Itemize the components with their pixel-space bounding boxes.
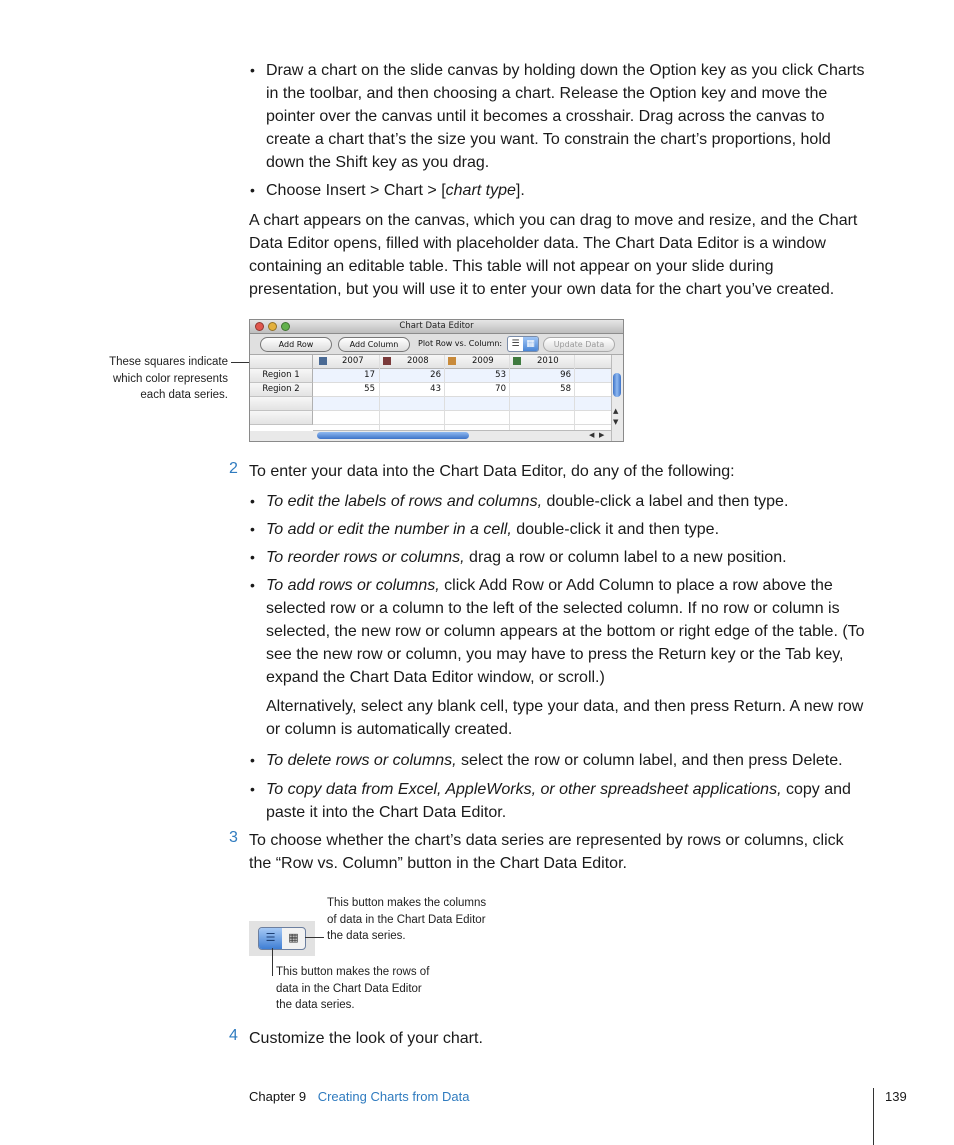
- horizontal-scroll-thumb[interactable]: [317, 432, 469, 439]
- step2-text: To enter your data into the Chart Data Editor, do any of the following:: [249, 463, 735, 480]
- columns-callout-leader: [305, 937, 324, 938]
- bullet-marker: •: [250, 549, 255, 565]
- footer-chapter: Chapter 9: [249, 1089, 307, 1104]
- vertical-scrollbar[interactable]: [611, 355, 623, 441]
- column-label[interactable]: 2008: [407, 356, 429, 366]
- bullet-marker: •: [250, 182, 255, 198]
- row-label[interactable]: Region 1: [250, 369, 313, 383]
- table-row-empty[interactable]: [313, 397, 611, 411]
- chart-type-italic: chart type: [445, 182, 516, 199]
- data-cell[interactable]: 26: [430, 370, 441, 380]
- table-row[interactable]: [313, 369, 611, 383]
- series-color-swatch: [448, 357, 456, 365]
- bullet-lead: To add rows or columns,: [266, 577, 440, 594]
- column-label[interactable]: 2007: [342, 356, 364, 366]
- step4-text: Customize the look of your chart.: [249, 1030, 483, 1047]
- bullet-marker: •: [250, 493, 255, 509]
- bullet-marker: •: [250, 752, 255, 768]
- page-number: 139: [885, 1089, 907, 1104]
- series-color-swatch: [513, 357, 521, 365]
- columns-button-callout: This button makes the columns of data in the Chart Data Editor the data series.: [327, 897, 487, 942]
- bullet-draw-chart: Draw a chart on the slide canvas by holding down the Option key as you click Charts in the toolbar, and then choosing a chart. Release the Option key and move the pointer over the canvas until it becomes a crosshair. Drag across the canvas to create a chart that’s the size you want. To constrain the chart’s proportions, hold down the Shift key as you drag.: [266, 62, 865, 171]
- chart-data-editor-window: [249, 319, 624, 442]
- data-cell[interactable]: 96: [560, 370, 571, 380]
- editor-squares-callout: These squares indicate which color represents each data series.: [109, 356, 228, 401]
- bullet-choose-insert: [266, 179, 866, 202]
- column-divider: [574, 355, 575, 431]
- table-row-empty[interactable]: [313, 411, 611, 425]
- horizontal-scrollbar[interactable]: [313, 430, 611, 441]
- row-label-empty[interactable]: [250, 397, 313, 411]
- step-number: 2: [229, 460, 238, 477]
- bullet-copy-data: [266, 778, 871, 824]
- bullet-lead: To edit the labels of rows and columns,: [266, 493, 543, 510]
- add-row-button[interactable]: Add Row: [260, 337, 332, 352]
- scroll-up-icon[interactable]: ▲: [613, 407, 619, 415]
- footer-chapter-title[interactable]: Creating Charts from Data: [317, 1089, 470, 1104]
- footer-divider: [873, 1088, 874, 1145]
- bullet-rest: click Add Row or Add Column to place a row above the selected row or a column to the left of the selected column. If no row or column is selected, the new row or column appears at the bottom or right edge of the table. (To see the new row or column, you may have to press the Return key or the Tab key, expand the Chart Data Editor window, or scroll.): [266, 577, 865, 686]
- vertical-scroll-thumb[interactable]: [613, 373, 621, 397]
- data-cell[interactable]: 58: [560, 384, 571, 394]
- data-cell[interactable]: 55: [364, 384, 375, 394]
- data-cell[interactable]: 43: [430, 384, 441, 394]
- bullet-add-number: [266, 518, 871, 541]
- row-vs-column-toggle[interactable]: [507, 336, 539, 352]
- step-number: 4: [229, 1027, 238, 1044]
- data-cell[interactable]: 53: [495, 370, 506, 380]
- row-vs-column-button-image: [249, 921, 315, 956]
- bullet-rest: drag a row or column label to a new position.: [464, 549, 787, 566]
- bullet-reorder: [266, 546, 871, 569]
- rows-list-icon: ☰: [265, 932, 276, 944]
- bullet-choose-insert-text: Choose Insert > Chart > [: [266, 182, 446, 199]
- data-cell[interactable]: 17: [364, 370, 375, 380]
- bullet-marker: •: [250, 781, 255, 797]
- row-label[interactable]: Region 2: [250, 383, 313, 397]
- editor-table: [250, 355, 623, 431]
- columns-grid-icon: ▦: [288, 932, 299, 944]
- data-cell[interactable]: 70: [495, 384, 506, 394]
- editor-titlebar: [250, 320, 623, 334]
- rows-callout-leader: [272, 948, 273, 976]
- rows-button[interactable]: [259, 928, 282, 949]
- bullet-rest: select the row or column label, and then press Delete.: [456, 752, 843, 769]
- chart-type-close: ].: [515, 182, 525, 199]
- bullet-marker: •: [250, 577, 255, 593]
- row-vs-column-segmented-button[interactable]: [258, 927, 306, 950]
- bullet-lead: To add or edit the number in a cell,: [266, 521, 512, 538]
- column-divider: [509, 355, 510, 431]
- series-color-swatch: [383, 357, 391, 365]
- editor-title: Chart Data Editor: [399, 321, 474, 331]
- bullet-rest: copy and paste it into the Chart Data Editor.: [266, 781, 851, 821]
- bullet-delete: [266, 749, 871, 772]
- step3-text: To choose whether the chart’s data series are represented by rows or columns, click the “Row vs. Column” button in the Chart Data Editor.: [249, 832, 844, 872]
- scroll-right-icon[interactable]: ▶: [599, 431, 605, 439]
- rows-series-icon[interactable]: ☰: [511, 339, 520, 349]
- add-column-button[interactable]: Add Column: [338, 337, 410, 352]
- bullet-lead: To reorder rows or columns,: [266, 549, 465, 566]
- bullet-rest: double-click it and then type.: [511, 521, 720, 538]
- bullet-lead: To copy data from Excel, AppleWorks, or other spreadsheet applications,: [266, 781, 782, 798]
- intro-paragraph: A chart appears on the canvas, which you can drag to move and resize, and the Chart Data Editor opens, filled with placeholder data. The Chart Data Editor is a window containing an editable table. This table will not appear on your slide during presentation, but you will use it to enter your own data for the chart you’ve created.: [249, 212, 858, 298]
- table-row[interactable]: [313, 383, 611, 397]
- column-label[interactable]: 2010: [537, 356, 559, 366]
- columns-series-icon[interactable]: ▦: [523, 337, 538, 351]
- bullet-marker: •: [250, 521, 255, 537]
- row-label-corner: [250, 355, 313, 369]
- rows-button-callout: This button makes the rows of data in the Chart Data Editor the data series.: [276, 966, 430, 1011]
- scroll-down-icon[interactable]: ▼: [613, 418, 619, 426]
- bullet-lead: To delete rows or columns,: [266, 752, 457, 769]
- series-color-swatch: [319, 357, 327, 365]
- plot-row-vs-column-label: Plot Row vs. Column:: [418, 339, 503, 348]
- page-footer: [249, 1089, 469, 1104]
- bullet-rest: double-click a label and then type.: [542, 493, 789, 510]
- column-divider: [444, 355, 445, 431]
- row-label-empty[interactable]: [250, 411, 313, 425]
- alternatively-paragraph: Alternatively, select any blank cell, type your data, and then press Return. A new row or column is automatically created.: [266, 698, 864, 738]
- editor-toolbar: [250, 334, 623, 355]
- bullet-marker: •: [250, 62, 255, 78]
- column-label[interactable]: 2009: [472, 356, 494, 366]
- bullet-add-rows: [266, 574, 871, 689]
- bullet-edit-labels: [266, 490, 871, 513]
- step-number: 3: [229, 829, 238, 846]
- scroll-left-icon[interactable]: ◀: [589, 431, 595, 439]
- update-data-button[interactable]: Update Data: [543, 337, 615, 352]
- columns-button[interactable]: [282, 928, 305, 949]
- column-divider: [379, 355, 380, 431]
